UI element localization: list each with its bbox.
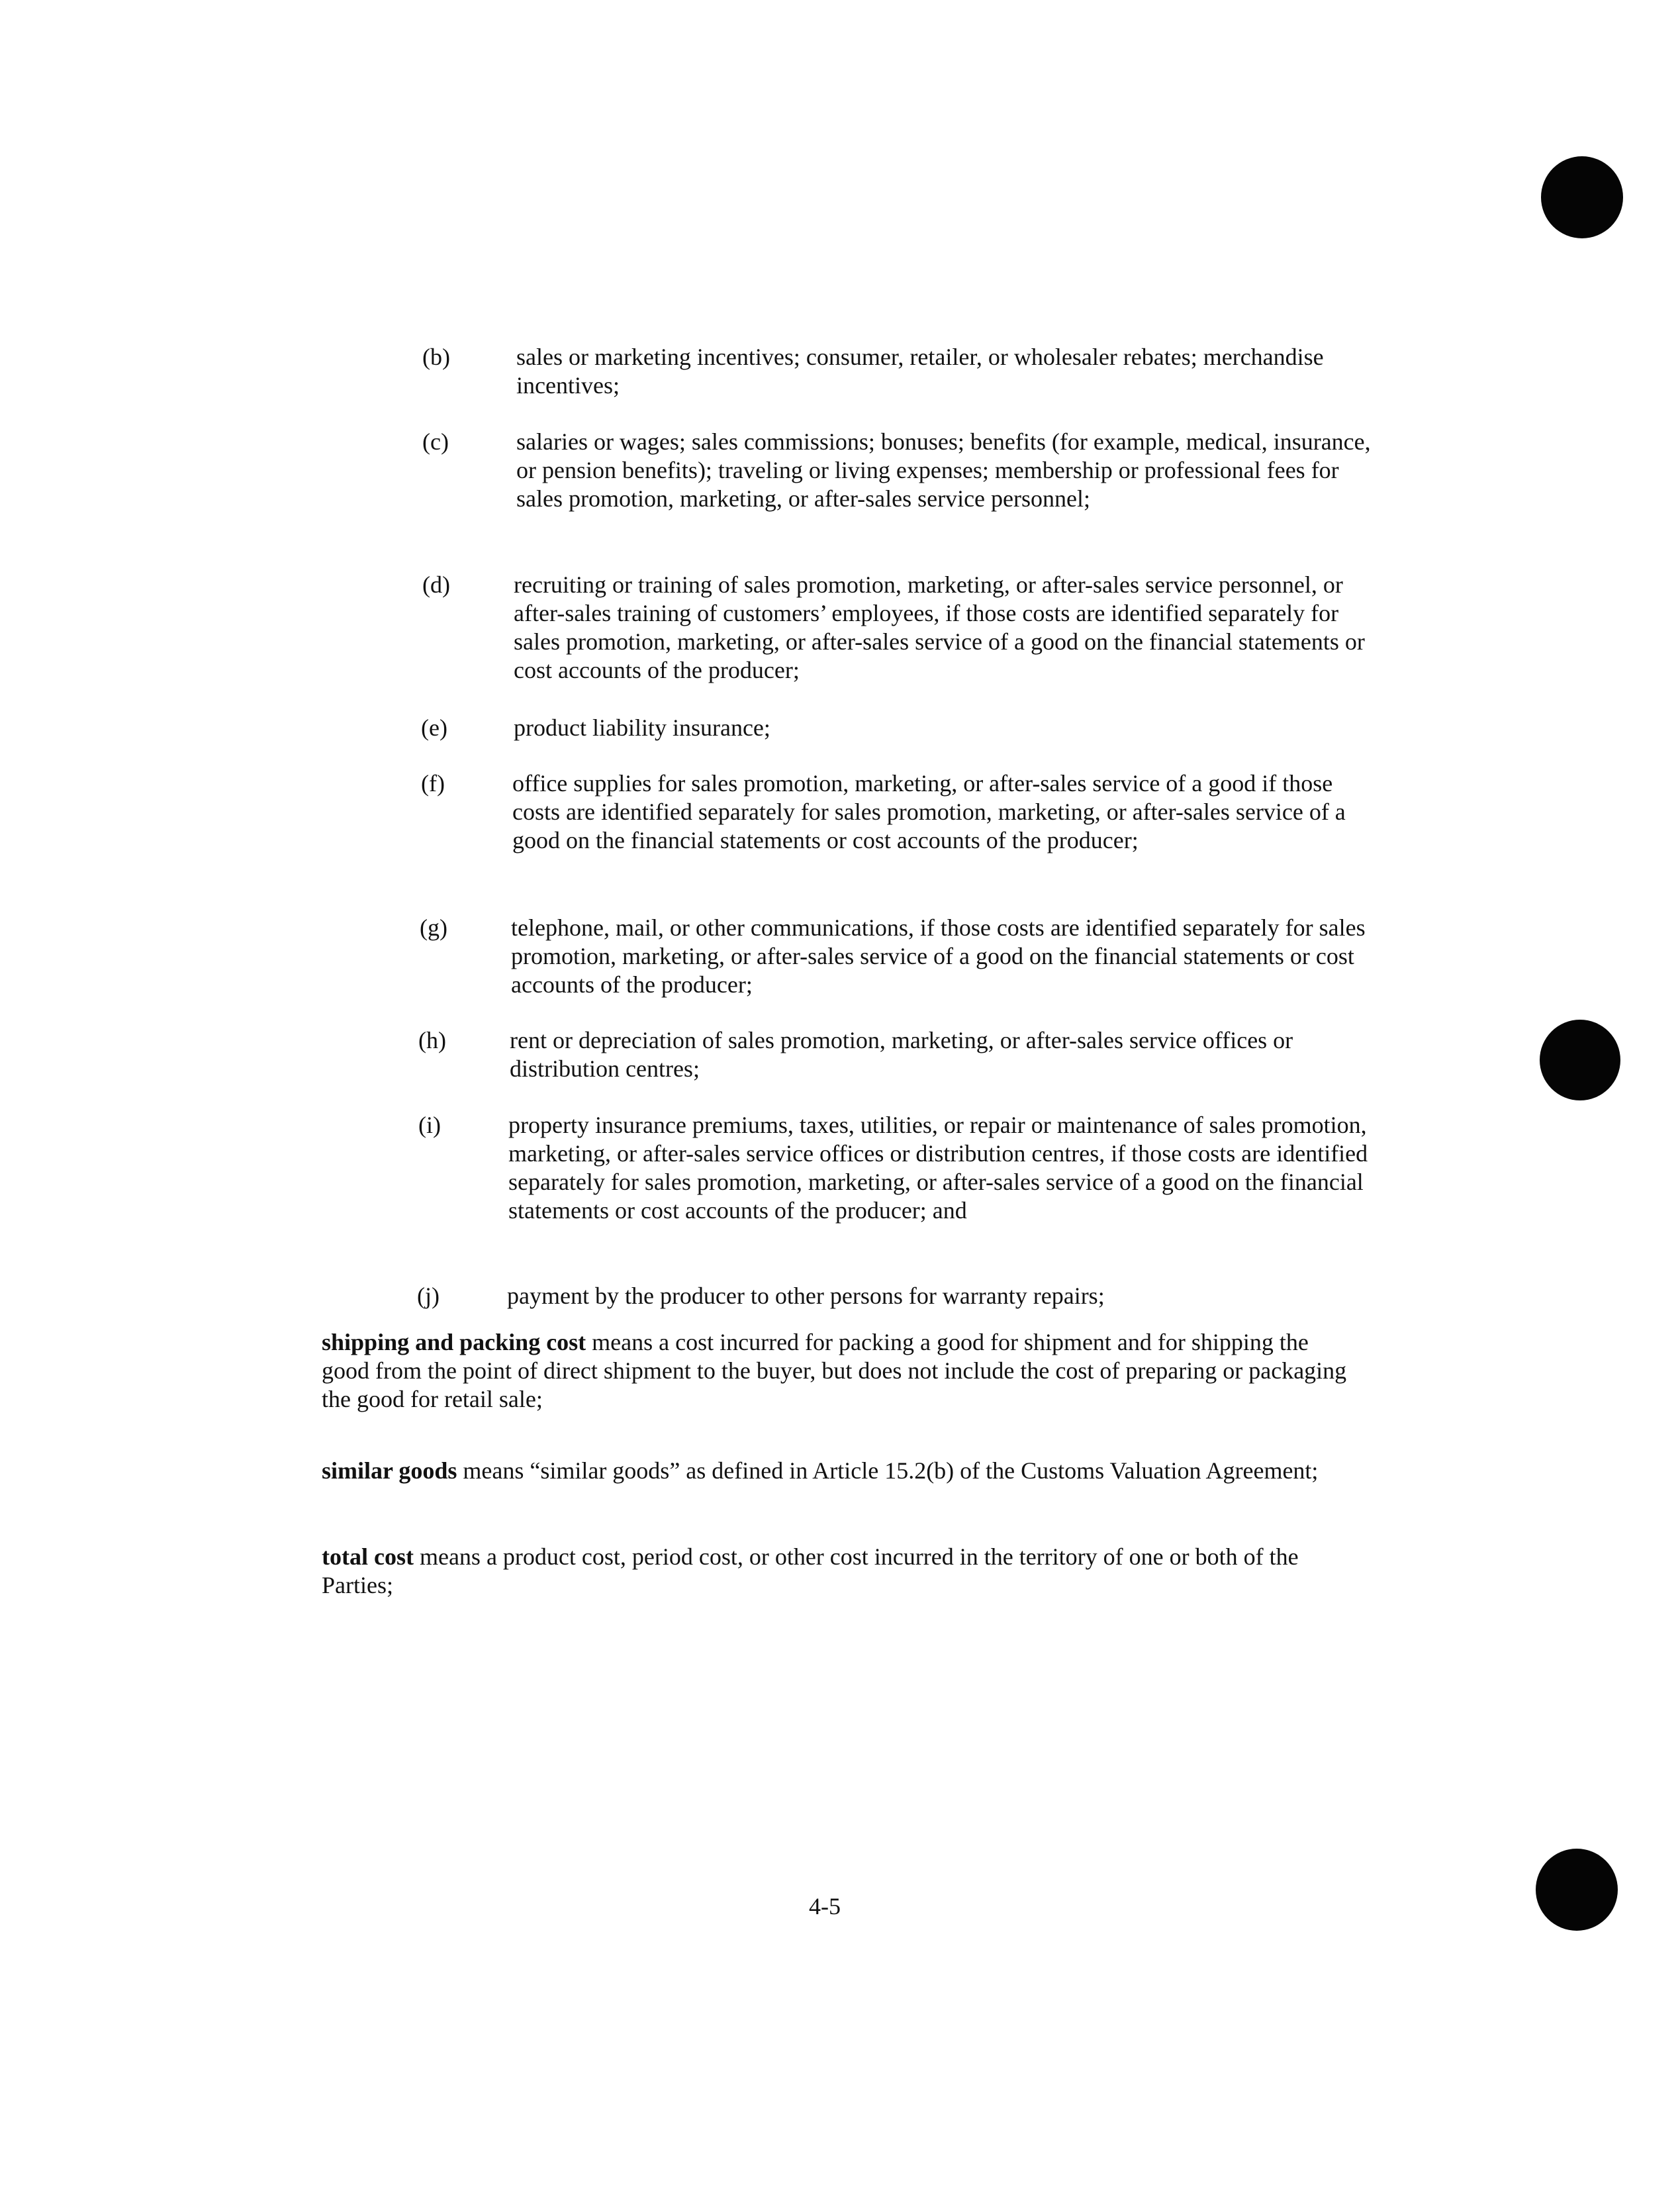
item-label: (f)	[421, 770, 445, 797]
item-text: sales or marketing incentives; consumer, retailer, or wholesaler rebates; merchandise incentives;	[516, 344, 1324, 399]
item-text: telephone, mail, or other communications, if those costs are identified separately for sales promotion, marketing, or after-sales service of a good on the financial statements or cost accounts of the producer;	[511, 914, 1366, 998]
punch-hole-top	[1541, 156, 1623, 238]
definition-text: means “similar goods” as defined in Article 15.2(b) of the Customs Valuation Agreement;	[457, 1457, 1319, 1484]
item-text: salaries or wages; sales commissions; bonuses; benefits (for example, medical, insurance, or pension benefits); traveling or living expenses; membership or professional fees for sales promotion, marketing, or after-sales service personnel;	[516, 428, 1371, 512]
definition-similar-goods	[322, 1457, 1354, 1485]
punch-hole-middle	[1540, 1020, 1620, 1100]
item-text: payment by the producer to other persons for warranty repairs;	[507, 1283, 1105, 1309]
item-label: (d)	[422, 571, 450, 598]
item-text: rent or depreciation of sales promotion, marketing, or after-sales service offices or distribution centres;	[510, 1027, 1293, 1082]
definition-term: similar goods	[322, 1457, 457, 1484]
item-label: (i)	[418, 1112, 441, 1138]
page-number: 4-5	[809, 1893, 841, 1919]
item-text: recruiting or training of sales promotion, marketing, or after-sales service personnel, or after-sales training of customers’ employees, if those costs are identified separately for sales promotion, marketing, or after-sales service of a good on the financial statements or cost accounts of the producer;	[514, 571, 1365, 683]
definition-total-cost	[322, 1543, 1354, 1600]
item-label: (h)	[418, 1027, 446, 1053]
item-text: office supplies for sales promotion, marketing, or after-sales service of a good if those costs are identified separately for sales promotion, marketing, or after-sales service of a good on the financial statements or cost accounts of the producer;	[512, 770, 1346, 853]
item-label: (g)	[420, 914, 447, 941]
item-text: product liability insurance;	[514, 714, 770, 741]
item-label: (b)	[422, 344, 450, 370]
item-label: (j)	[417, 1283, 440, 1309]
definition-shipping-and-packing-cost	[322, 1328, 1354, 1414]
definition-term: total cost	[322, 1543, 414, 1570]
definition-term: shipping and packing cost	[322, 1329, 586, 1355]
item-text: property insurance premiums, taxes, utilities, or repair or maintenance of sales promotion, marketing, or after-sales service offices or distribution centres, if those costs are identified separately for sales promotion, marketing, or after-sales service of a good on the financial statements or cost accounts of the producer; and	[508, 1112, 1368, 1224]
punch-hole-bottom	[1536, 1849, 1618, 1931]
item-label: (c)	[422, 428, 449, 455]
item-label: (e)	[421, 714, 447, 741]
definition-text: means a cost incurred for packing a good for shipment and for shipping the good from the point of direct shipment to the buyer, but does not include the cost of preparing or packaging the good for retail sale;	[322, 1329, 1347, 1412]
definition-text: means a product cost, period cost, or other cost incurred in the territory of one or both of the Parties;	[322, 1543, 1299, 1598]
